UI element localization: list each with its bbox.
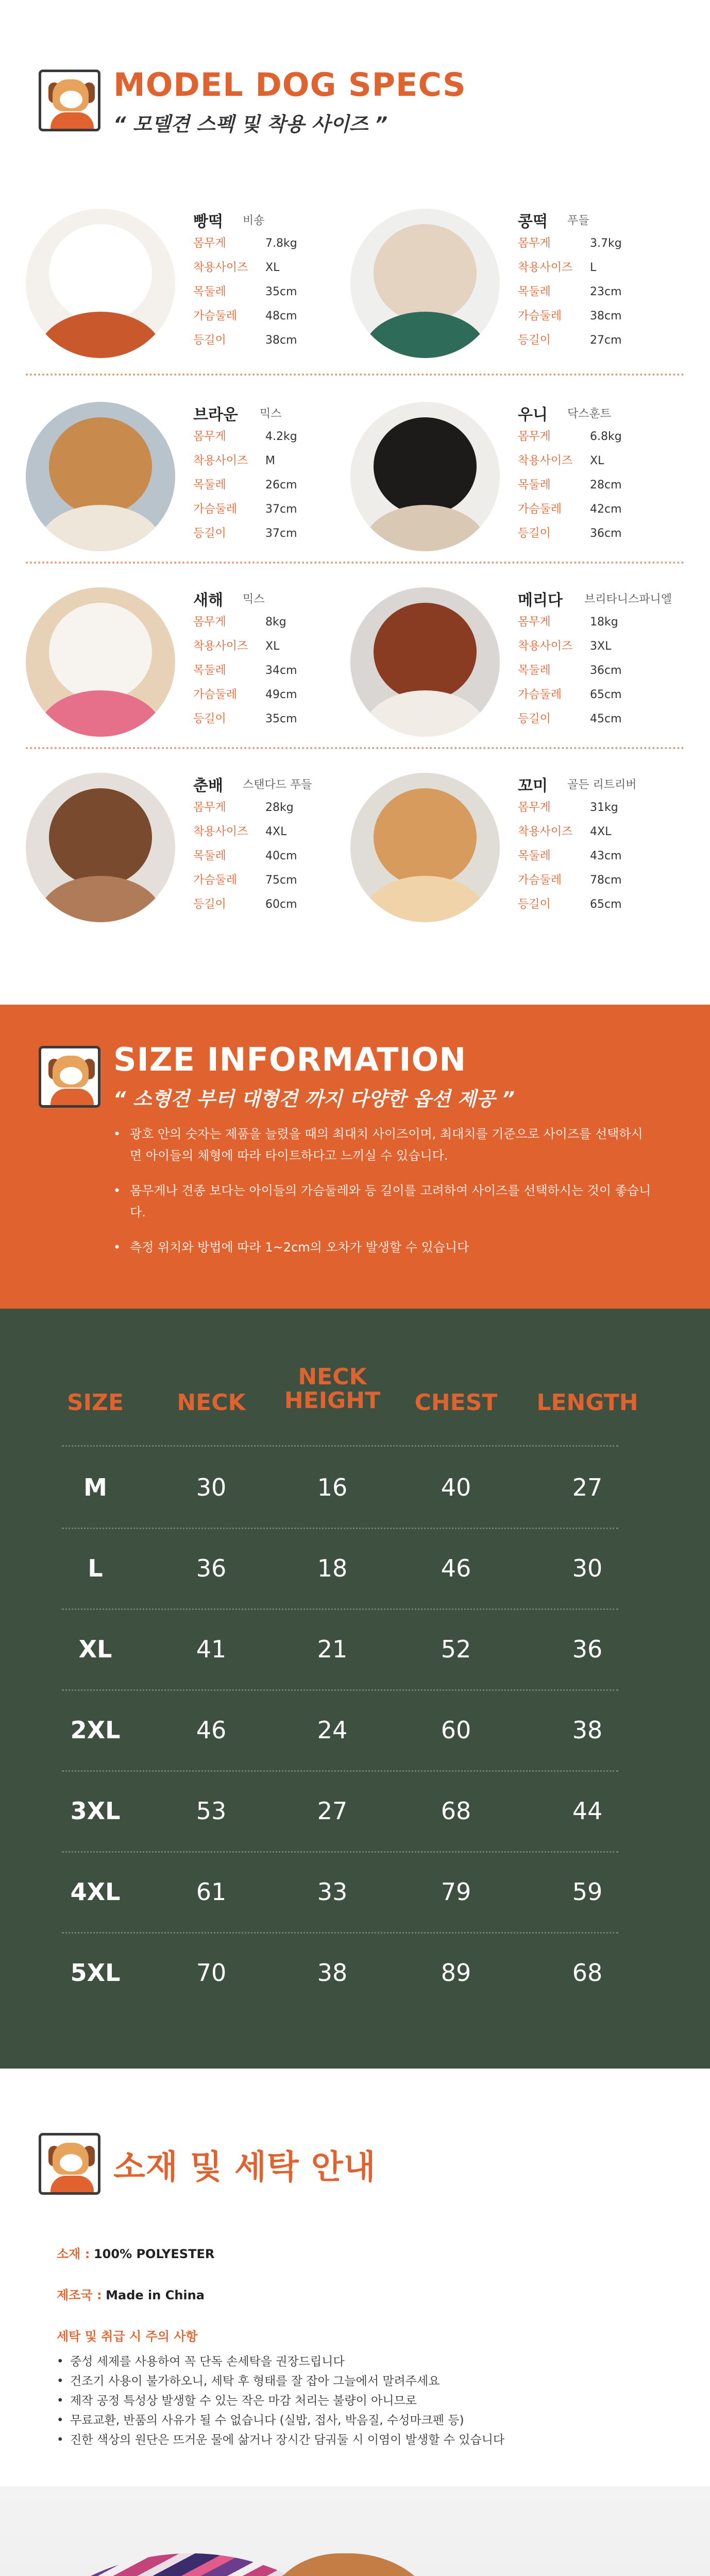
- model-dog-specs-section: [0, 0, 710, 1005]
- spec-row-length: [518, 524, 622, 540]
- dog-photo: [350, 773, 500, 922]
- spec-row-weight: [193, 799, 294, 815]
- spec-row-size: [193, 259, 279, 275]
- measure-cell: 27: [317, 1797, 348, 1825]
- dog-photo: [26, 773, 175, 922]
- table-divider: [62, 1528, 618, 1529]
- table-header: NECK: [177, 1389, 246, 1416]
- spec-value: 60cm: [265, 898, 297, 911]
- measure-cell: 68: [572, 1959, 603, 1987]
- spec-label: 몸무게: [193, 801, 226, 814]
- dog-breed: 스탠다드 푸들: [243, 778, 312, 791]
- spec-row-size: [518, 823, 611, 839]
- spec-row-neck: [193, 847, 297, 863]
- spec-value: 38cm: [265, 334, 297, 347]
- spec-label: 목둘레: [193, 664, 226, 677]
- specs-title: MODEL DOG SPECS: [113, 66, 466, 104]
- spec-label: 몸무게: [518, 801, 551, 814]
- spec-label: 목둘레: [518, 285, 551, 298]
- size-note: • 측정 위치와 방법에 따라 1~2cm의 오차가 발생할 수 있습니다: [113, 1236, 654, 1258]
- spec-value: 65cm: [590, 688, 622, 701]
- spec-row-neck: [193, 662, 297, 677]
- dog-card: [350, 209, 680, 363]
- spec-value: 35cm: [265, 285, 297, 298]
- spec-label: 등길이: [518, 334, 551, 347]
- spec-label: 가슴둘레: [518, 874, 562, 887]
- spec-label: 몸무게: [193, 430, 226, 443]
- spec-value: 42cm: [590, 503, 622, 516]
- spec-label: 착용사이즈: [518, 640, 573, 653]
- dog-breed: 비숑: [243, 214, 265, 227]
- spec-label: 가슴둘레: [518, 503, 562, 516]
- specs-subtitle: “ 모델견 스펙 및 착용 사이즈 ”: [113, 113, 388, 135]
- spec-label: 착용사이즈: [518, 454, 573, 467]
- fabric-key: 소재 :: [57, 2247, 90, 2261]
- measure-cell: 89: [441, 1959, 471, 1987]
- spec-value: 49cm: [265, 688, 297, 701]
- spec-row-length: [193, 331, 297, 347]
- measure-cell: 61: [196, 1878, 227, 1906]
- spec-row-size: [193, 823, 286, 839]
- spec-row-length: [193, 895, 297, 911]
- material-care-section: [0, 2069, 710, 2486]
- dog-photo: [350, 209, 500, 358]
- spec-value: 37cm: [265, 527, 297, 540]
- spec-label: 등길이: [193, 898, 226, 911]
- spec-row-length: [193, 524, 297, 540]
- care-item: • 제작 공정 특성상 발생할 수 있는 작은 마감 처리는 불량이 아니므로: [57, 2391, 654, 2411]
- measure-cell: 30: [196, 1473, 227, 1501]
- product-photo: [0, 2486, 710, 2576]
- spec-label: 착용사이즈: [518, 825, 573, 838]
- measure-cell: 30: [572, 1554, 603, 1582]
- spec-value: 4.2kg: [265, 430, 297, 443]
- spec-value: 38cm: [590, 310, 622, 323]
- spec-row-neck: [518, 476, 622, 492]
- size-note: • 몸무게나 견종 보다는 아이들의 가슴둘레와 등 길이를 고려하여 사이즈를 선택하시는 것이 좋습니다.: [113, 1180, 654, 1223]
- measure-cell: 60: [441, 1716, 471, 1744]
- dog-photo: [350, 402, 500, 551]
- dog-card: [350, 773, 680, 927]
- spec-label: 몸무게: [193, 237, 226, 250]
- spec-label: 등길이: [518, 898, 551, 911]
- measure-cell: 36: [572, 1635, 603, 1663]
- table-divider: [62, 1851, 618, 1853]
- spec-label: 착용사이즈: [193, 261, 248, 274]
- measure-cell: 59: [572, 1878, 603, 1906]
- spec-value: 6.8kg: [590, 430, 622, 443]
- dog-card: [26, 402, 356, 556]
- spec-row-chest: [518, 500, 622, 516]
- table-divider: [62, 1608, 618, 1610]
- spec-row-neck: [518, 283, 622, 299]
- spec-value: 27cm: [590, 334, 622, 347]
- spec-row-chest: [518, 686, 622, 702]
- spec-label: 가슴둘레: [193, 503, 238, 516]
- measure-cell: 53: [196, 1797, 227, 1825]
- measure-cell: 24: [317, 1716, 348, 1744]
- care-item: • 중성 세제를 사용하여 꼭 단독 손세탁을 권장드립니다: [57, 2352, 654, 2371]
- measure-cell: 46: [196, 1716, 227, 1744]
- spec-row-neck: [518, 847, 622, 863]
- spec-label: 등길이: [518, 527, 551, 540]
- dog-name: 콩떡: [518, 213, 548, 231]
- size-table-section: [0, 1309, 710, 2069]
- spec-row-weight: [193, 428, 297, 444]
- table-header: NECK HEIGHT: [284, 1364, 381, 1414]
- spec-row-weight: [518, 234, 622, 250]
- table-header: LENGTH: [536, 1389, 638, 1416]
- spec-value: 43cm: [590, 850, 622, 862]
- spec-row-weight: [518, 613, 618, 629]
- measure-cell: 36: [196, 1554, 227, 1582]
- spec-row-size: [193, 637, 279, 653]
- spec-value: 40cm: [265, 850, 297, 862]
- fabric-line: [57, 2244, 214, 2262]
- dog-name: 브라운: [193, 406, 238, 424]
- spec-value: 65cm: [590, 898, 622, 911]
- spec-row-size: [518, 637, 611, 653]
- spec-row-length: [518, 331, 622, 347]
- spec-label: 가슴둘레: [193, 688, 238, 701]
- dog-name: 우니: [518, 406, 548, 424]
- spec-label: 착용사이즈: [193, 825, 248, 838]
- maker-line: [57, 2285, 205, 2303]
- spec-value: XL: [265, 261, 280, 274]
- spec-value: L: [590, 261, 597, 274]
- dog-name: 꼬미: [518, 777, 548, 795]
- sizeinfo-subtitle: “ 소형견 부터 대형견 까지 다양한 옵션 제공 ”: [113, 1088, 515, 1110]
- dog-breed: 믹스: [243, 593, 265, 606]
- spec-row-length: [518, 710, 622, 726]
- spec-row-chest: [193, 307, 297, 323]
- spec-row-size: [193, 452, 275, 468]
- measure-cell: 44: [572, 1797, 603, 1825]
- fabric-value: 100% POLYESTER: [93, 2247, 215, 2261]
- spec-label: 목둘레: [518, 664, 551, 677]
- size-cell: L: [88, 1554, 103, 1582]
- spec-value: 28cm: [590, 479, 622, 492]
- dog-breed: 골든 리트리버: [567, 778, 637, 791]
- spec-value: 36cm: [590, 664, 622, 677]
- spec-label: 가슴둘레: [193, 874, 238, 887]
- spec-value: 48cm: [265, 310, 297, 323]
- spec-label: 등길이: [193, 713, 226, 725]
- care-title: 세탁 및 취급 시 주의 사항: [57, 2329, 198, 2344]
- spec-label: 가슴둘레: [193, 310, 238, 323]
- measure-cell: 27: [572, 1473, 603, 1501]
- spec-label: 몸무게: [518, 616, 551, 629]
- spec-value: 35cm: [265, 713, 297, 725]
- spec-value: 37cm: [265, 503, 297, 516]
- size-note: • 광호 안의 숫자는 제품을 늘렸을 때의 최대치 사이즈이며, 최대치를 기준으로 사이즈를 선택하시면 아이들의 체형에 따라 타이트하다고 느끼실 수 있습니다.: [113, 1123, 654, 1166]
- size-cell: M: [83, 1473, 107, 1501]
- dog-head-back: [268, 2553, 438, 2576]
- spec-row-neck: [518, 662, 622, 677]
- spec-value: 28kg: [265, 801, 294, 814]
- spec-value: 18kg: [590, 616, 618, 629]
- spec-label: 목둘레: [193, 850, 226, 862]
- dog-breed: 믹스: [260, 408, 282, 420]
- spec-value: 8kg: [265, 616, 286, 629]
- measure-cell: 33: [317, 1878, 348, 1906]
- dog-photo: [26, 402, 175, 551]
- spec-row-neck: [193, 476, 297, 492]
- size-cell: 2XL: [70, 1716, 121, 1744]
- measure-cell: 38: [317, 1959, 348, 1987]
- spec-value: M: [265, 454, 275, 467]
- spec-label: 몸무게: [518, 237, 551, 250]
- care-item: • 건조기 사용이 불가하오니, 세탁 후 형태를 잘 잡아 그늘에서 말려주세요: [57, 2371, 654, 2391]
- measure-cell: 68: [441, 1797, 471, 1825]
- spec-value: 75cm: [265, 874, 297, 887]
- measure-cell: 52: [441, 1635, 471, 1663]
- divider: [26, 562, 684, 564]
- dog-name: 춘배: [193, 777, 223, 795]
- dog-photo: [26, 587, 175, 737]
- divider: [26, 747, 684, 749]
- dog-card: [350, 402, 680, 556]
- spec-row-size: [518, 259, 596, 275]
- spec-value: 23cm: [590, 285, 622, 298]
- spec-value: XL: [265, 640, 280, 653]
- spec-value: 34cm: [265, 664, 297, 677]
- spec-value: 3XL: [590, 640, 612, 653]
- spec-label: 착용사이즈: [518, 261, 573, 274]
- measure-cell: 79: [441, 1878, 471, 1906]
- measure-cell: 70: [196, 1959, 227, 1987]
- size-cell: 3XL: [70, 1797, 121, 1825]
- care-item-continued: • 무료교환, 반품의 사유가 될 수 없습니다 (실밥, 접사, 박음질, 수성마크펜 등): [57, 2411, 654, 2430]
- dog-card: [26, 587, 356, 742]
- table-header: CHEST: [414, 1389, 498, 1416]
- puppy-gallery-logo-icon: [39, 2133, 100, 2195]
- measure-cell: 40: [441, 1473, 471, 1501]
- dog-breed: 푸들: [567, 214, 589, 227]
- spec-label: 목둘레: [518, 850, 551, 862]
- dog-name: 새해: [193, 591, 223, 609]
- dog-name: 메리다: [518, 591, 563, 609]
- spec-row-chest: [518, 871, 622, 887]
- puppy-gallery-logo-icon: [39, 1046, 100, 1108]
- spec-label: 목둘레: [193, 285, 226, 298]
- dog-card: [350, 587, 680, 742]
- spec-label: 착용사이즈: [193, 454, 248, 467]
- spec-value: 4XL: [265, 825, 287, 838]
- dog-card: [26, 773, 356, 927]
- spec-label: 몸무게: [193, 616, 226, 629]
- divider: [26, 374, 684, 376]
- spec-label: 착용사이즈: [193, 640, 248, 653]
- spec-row-weight: [193, 234, 297, 250]
- size-cell: 4XL: [70, 1878, 121, 1906]
- maker-key: 제조국 :: [57, 2288, 102, 2302]
- dog-breed: 브리타니스파니엘: [584, 593, 672, 606]
- spec-value: 3.7kg: [590, 237, 622, 250]
- spec-row-length: [518, 895, 622, 911]
- table-divider: [62, 1770, 618, 1772]
- spec-value: XL: [590, 454, 604, 467]
- sizeinfo-title: SIZE INFORMATION: [113, 1041, 467, 1078]
- size-cell: XL: [78, 1635, 112, 1663]
- dog-card: [26, 209, 356, 363]
- spec-label: 몸무게: [518, 430, 551, 443]
- spec-row-weight: [518, 428, 622, 444]
- measure-cell: 41: [196, 1635, 227, 1663]
- measure-cell: 38: [572, 1716, 603, 1744]
- spec-row-length: [193, 710, 297, 726]
- table-header: SIZE: [66, 1389, 124, 1416]
- table-divider: [62, 1689, 618, 1691]
- table-divider: [62, 1932, 618, 1934]
- spec-label: 목둘레: [518, 479, 551, 492]
- spec-value: 4XL: [590, 825, 612, 838]
- puppy-gallery-logo-icon: [39, 70, 100, 131]
- spec-label: 목둘레: [193, 479, 226, 492]
- table-divider: [62, 1445, 618, 1447]
- dog-photo: [350, 587, 500, 737]
- spec-row-size: [518, 452, 604, 468]
- spec-row-chest: [193, 500, 297, 516]
- size-cell: 5XL: [70, 1959, 121, 1987]
- measure-cell: 18: [317, 1554, 348, 1582]
- care-list: [57, 2352, 654, 2450]
- spec-label: 등길이: [518, 713, 551, 725]
- size-information-section: [0, 1005, 710, 1309]
- spec-row-chest: [193, 871, 297, 887]
- spec-value: 78cm: [590, 874, 622, 887]
- spec-value: 7.8kg: [265, 237, 297, 250]
- spec-label: 등길이: [193, 527, 226, 540]
- dog-name: 빵떡: [193, 213, 223, 231]
- spec-value: 31kg: [590, 801, 618, 814]
- spec-value: 26cm: [265, 479, 297, 492]
- size-notes-list: [113, 1123, 654, 1272]
- measure-cell: 16: [317, 1473, 348, 1501]
- spec-row-weight: [193, 613, 286, 629]
- material-title: 소재 및 세탁 안내: [113, 2148, 376, 2187]
- dog-breed: 닥스훈트: [567, 408, 612, 420]
- spec-row-neck: [193, 283, 297, 299]
- spec-row-weight: [518, 799, 618, 815]
- care-item: • 진한 색상의 원단은 뜨거운 물에 삶거나 장시간 담궈둘 시 이염이 발생할 수 있습니다: [57, 2430, 654, 2450]
- measure-cell: 46: [441, 1554, 471, 1582]
- spec-row-chest: [193, 686, 297, 702]
- spec-label: 등길이: [193, 334, 226, 347]
- spec-row-chest: [518, 307, 622, 323]
- measure-cell: 21: [317, 1635, 348, 1663]
- spec-value: 45cm: [590, 713, 622, 725]
- spec-value: 36cm: [590, 527, 622, 540]
- spec-label: 가슴둘레: [518, 688, 562, 701]
- maker-value: Made in China: [106, 2288, 205, 2302]
- dog-photo: [26, 209, 175, 358]
- spec-label: 가슴둘레: [518, 310, 562, 323]
